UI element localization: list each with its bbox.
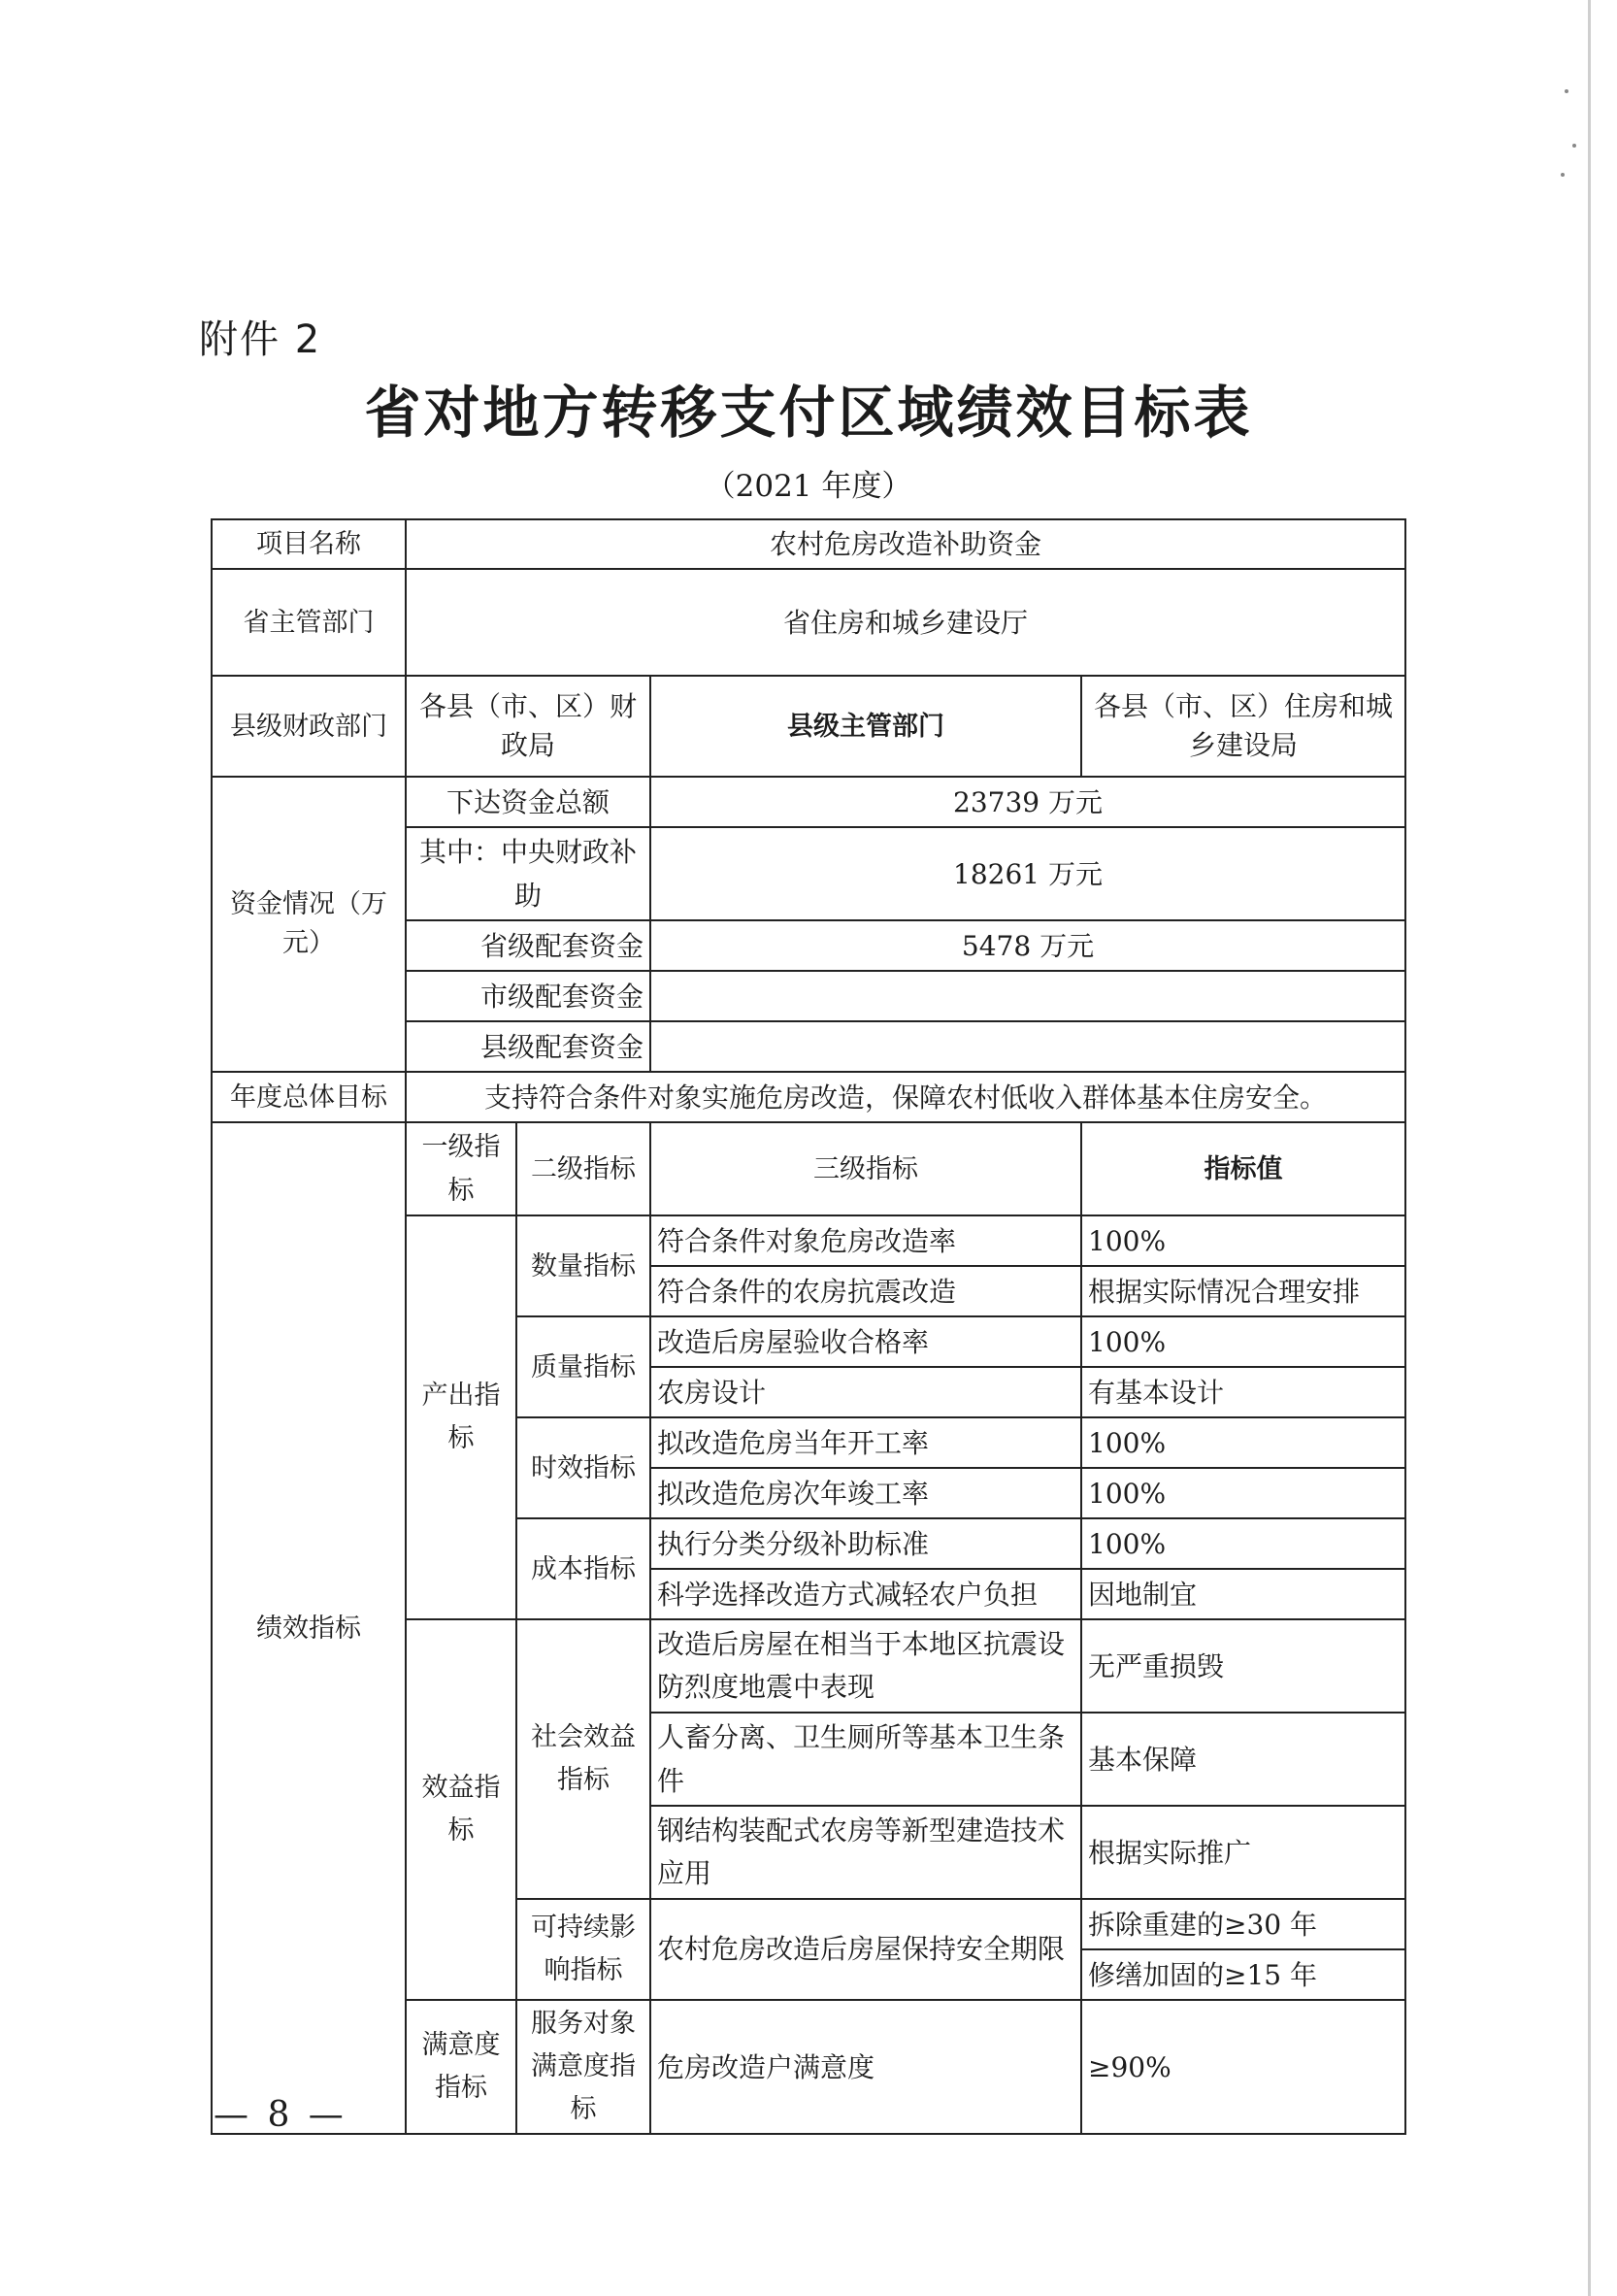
header-value: 指标值 bbox=[1081, 1122, 1405, 1215]
fund-item-value: 5478 万元 bbox=[650, 920, 1405, 971]
provincial-dept-label: 省主管部门 bbox=[212, 569, 406, 676]
indicator-value: 根据实际情况合理安排 bbox=[1081, 1266, 1405, 1316]
indicator-name: 符合条件的农房抗震改造 bbox=[650, 1266, 1081, 1316]
fund-item-value bbox=[650, 1021, 1405, 1072]
table-row bbox=[212, 777, 1405, 827]
fund-item-value bbox=[650, 971, 1405, 1021]
indicator-value: 拆除重建的≥30 年 bbox=[1081, 1899, 1405, 1949]
quality-indicator-label: 质量指标 bbox=[516, 1316, 650, 1417]
scan-speck bbox=[1565, 89, 1568, 93]
indicator-value: 因地制宜 bbox=[1081, 1569, 1405, 1619]
header-level2: 二级指标 bbox=[516, 1122, 650, 1215]
fund-item-label: 县级配套资金 bbox=[406, 1021, 650, 1072]
indicator-value: 100% bbox=[1081, 1215, 1405, 1266]
document-year: （2021 年度） bbox=[705, 469, 912, 504]
table-row bbox=[212, 569, 1405, 676]
benefit-indicators-label: 效益指标 bbox=[406, 1619, 516, 2000]
annual-goal-label: 年度总体目标 bbox=[212, 1072, 406, 1122]
indicator-value: 100% bbox=[1081, 1518, 1405, 1569]
page-number: — 8 — bbox=[214, 2095, 347, 2135]
indicator-value: 100% bbox=[1081, 1316, 1405, 1367]
header-level1: 一级指标 bbox=[406, 1122, 516, 1215]
county-finance-value: 各县（市、区）财政局 bbox=[406, 676, 650, 777]
document-title: 省对地方转移支付区域绩效目标表 bbox=[364, 380, 1253, 446]
indicator-value: 根据实际推广 bbox=[1081, 1806, 1405, 1899]
scan-speck bbox=[1572, 144, 1576, 148]
fund-item-label: 市级配套资金 bbox=[406, 971, 650, 1021]
cost-indicator-label: 成本指标 bbox=[516, 1518, 650, 1619]
indicator-name: 拟改造危房次年竣工率 bbox=[650, 1468, 1081, 1518]
indicator-name: 执行分类分级补助标准 bbox=[650, 1518, 1081, 1569]
service-satisfaction-indicator-label: 服务对象满意度指标 bbox=[516, 2000, 650, 2134]
funds-label: 资金情况（万元） bbox=[212, 777, 406, 1072]
indicator-value: 修缮加固的≥15 年 bbox=[1081, 1949, 1405, 2000]
indicator-name: 科学选择改造方式减轻农户负担 bbox=[650, 1569, 1081, 1619]
indicator-name: 人畜分离、卫生厕所等基本卫生条件 bbox=[650, 1713, 1081, 1806]
scan-edge bbox=[1588, 0, 1591, 2296]
table-row bbox=[212, 676, 1405, 777]
county-dept-label: 县级主管部门 bbox=[650, 676, 1081, 777]
indicator-value: 100% bbox=[1081, 1417, 1405, 1468]
attachment-label: 附件 2 bbox=[199, 317, 322, 362]
quantity-indicator-label: 数量指标 bbox=[516, 1215, 650, 1316]
indicator-value: 基本保障 bbox=[1081, 1713, 1405, 1806]
sustainable-impact-indicator-label: 可持续影响指标 bbox=[516, 1899, 650, 2000]
social-benefit-indicator-label: 社会效益指标 bbox=[516, 1619, 650, 1899]
indicator-name: 拟改造危房当年开工率 bbox=[650, 1417, 1081, 1468]
indicator-value: 无严重损毁 bbox=[1081, 1619, 1405, 1713]
indicator-name: 危房改造户满意度 bbox=[650, 2000, 1081, 2134]
county-dept-value: 各县（市、区）住房和城乡建设局 bbox=[1081, 676, 1405, 777]
fund-item-label: 下达资金总额 bbox=[406, 777, 650, 827]
indicator-value: ≥90% bbox=[1081, 2000, 1405, 2134]
performance-target-table bbox=[211, 518, 1406, 2135]
indicator-name: 改造后房屋在相当于本地区抗震设防烈度地震中表现 bbox=[650, 1619, 1081, 1713]
table-row bbox=[212, 519, 1405, 569]
county-finance-label: 县级财政部门 bbox=[212, 676, 406, 777]
indicator-value: 100% bbox=[1081, 1468, 1405, 1518]
indicator-name: 农房设计 bbox=[650, 1367, 1081, 1417]
fund-item-value: 23739 万元 bbox=[650, 777, 1405, 827]
table-row bbox=[212, 1072, 1405, 1122]
indicator-name: 改造后房屋验收合格率 bbox=[650, 1316, 1081, 1367]
annual-goal-value: 支持符合条件对象实施危房改造，保障农村低收入群体基本住房安全。 bbox=[406, 1072, 1405, 1122]
table-header-row bbox=[212, 1122, 1405, 1215]
satisfaction-indicators-label: 满意度指标 bbox=[406, 2000, 516, 2134]
header-level3: 三级指标 bbox=[650, 1122, 1081, 1215]
indicator-name: 符合条件对象危房改造率 bbox=[650, 1215, 1081, 1266]
fund-item-label: 其中：中央财政补助 bbox=[406, 827, 650, 920]
project-name-value: 农村危房改造补助资金 bbox=[406, 519, 1405, 569]
indicator-name: 钢结构装配式农房等新型建造技术应用 bbox=[650, 1806, 1081, 1899]
performance-indicators-label: 绩效指标 bbox=[212, 1122, 406, 2134]
output-indicators-label: 产出指标 bbox=[406, 1215, 516, 1619]
project-name-label: 项目名称 bbox=[212, 519, 406, 569]
fund-item-label: 省级配套资金 bbox=[406, 920, 650, 971]
scan-speck bbox=[1561, 173, 1565, 177]
indicator-name: 农村危房改造后房屋保持安全期限 bbox=[650, 1899, 1081, 2000]
provincial-dept-value: 省住房和城乡建设厅 bbox=[406, 569, 1405, 676]
indicator-value: 有基本设计 bbox=[1081, 1367, 1405, 1417]
fund-item-value: 18261 万元 bbox=[650, 827, 1405, 920]
timeliness-indicator-label: 时效指标 bbox=[516, 1417, 650, 1518]
